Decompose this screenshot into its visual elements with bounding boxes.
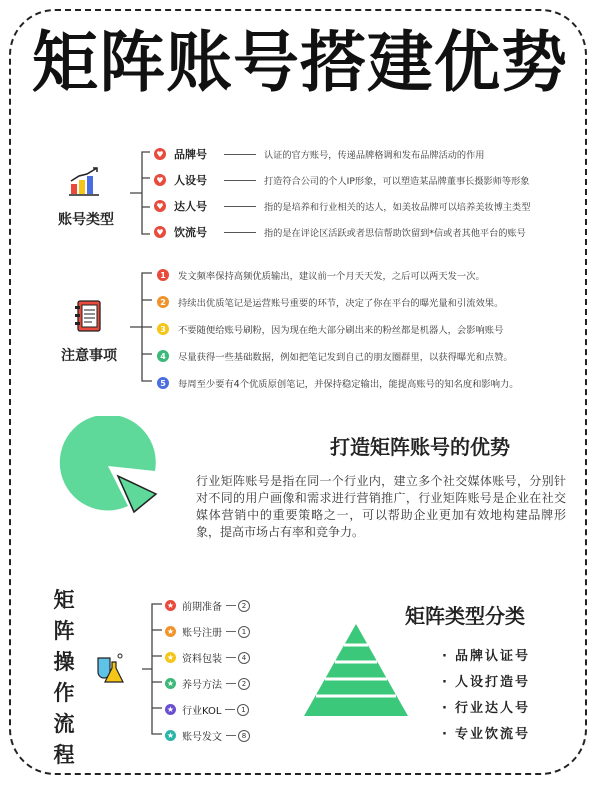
flow-step	[165, 728, 250, 743]
flow-step-label: 行业KOL	[182, 706, 222, 717]
note-row	[157, 322, 503, 336]
flow-title-char: 矩	[53, 588, 75, 612]
step-number-badge: 4	[238, 652, 250, 664]
star-icon: ★	[166, 679, 175, 688]
star-icon: ★	[166, 627, 175, 636]
number-badge: 4	[157, 350, 169, 362]
account-types-label: 账号类型	[58, 212, 114, 228]
notebook-icon	[74, 300, 102, 332]
connector-line	[226, 735, 236, 736]
heart-icon: ♥	[154, 148, 166, 160]
connector-line	[226, 683, 236, 684]
flow-title-char: 作	[53, 681, 75, 705]
connector-line	[226, 631, 236, 632]
note-text: 尽量获得一些基础数据，例如把笔记发到自己的朋友圈群里，以获得曝光和点赞。	[178, 352, 513, 363]
flow-step	[165, 624, 250, 639]
flow-step-label: 账号发文	[182, 732, 222, 743]
account-types-bracket	[128, 150, 152, 236]
note-row	[157, 376, 519, 390]
flow-step	[165, 650, 250, 665]
star-icon: ★	[166, 731, 175, 740]
connector-line	[224, 180, 256, 181]
heart-icon: ♥	[154, 226, 166, 238]
note-text: 每周至少要有4个优质原创笔记，并保持稳定输出，能提高账号的知名度和影响力。	[178, 379, 519, 390]
step-number-badge: 2	[238, 678, 250, 690]
note-text: 发文频率保持高频优质输出，建议前一个月天天发，之后可以两天发一次。	[178, 271, 485, 282]
star-icon: ★	[166, 601, 175, 610]
number-badge: 3	[157, 323, 169, 335]
connector-line	[226, 605, 236, 606]
flow-title	[52, 585, 76, 771]
advantage-paragraph: 行业矩阵账号是指在同一个行业内，建立多个社交媒体账号，分别针对不同的用户画像和需求进行营销推广，行业矩阵账号是企业在社交媒体营销中的重要策略之一，可以帮助企业更加有效地构建品牌形象，提高市场占有率和竞争力。	[196, 474, 566, 539]
matrix-types-title: 矩阵类型分类	[405, 604, 525, 628]
flow-step	[165, 702, 249, 717]
account-type-row	[154, 198, 530, 214]
matrix-type-label: 品牌认证号	[454, 649, 530, 664]
flask-icon	[92, 652, 126, 688]
step-number-badge: 1	[237, 704, 249, 716]
number-badge: 2	[157, 296, 169, 308]
account-type-name: 品牌号	[174, 148, 207, 161]
account-type-row	[154, 146, 485, 162]
account-type-name: 达人号	[174, 200, 207, 213]
note-row	[157, 295, 503, 309]
step-number-badge: 8	[238, 730, 250, 742]
flow-title-char: 操	[53, 650, 75, 674]
heart-icon: ♥	[154, 174, 166, 186]
page-title: 矩阵账号搭建优势	[32, 24, 568, 101]
connector-line	[226, 657, 236, 658]
bar-chart-icon	[69, 166, 103, 196]
account-type-desc: 认证的官方账号，传递品牌格调和发布品牌活动的作用	[264, 150, 485, 161]
account-type-desc: 指的是在评论区活跃或者思信帮助饮留到*信或者其他平台的账号	[264, 228, 526, 239]
note-row	[157, 349, 513, 363]
flow-step-label: 养号方法	[182, 680, 222, 691]
step-number-badge: 2	[238, 600, 250, 612]
account-type-row	[154, 224, 526, 240]
connector-line	[224, 206, 256, 207]
flow-step	[165, 676, 250, 691]
advantage-title: 打造矩阵账号的优势	[330, 435, 510, 459]
star-icon: ★	[166, 705, 175, 714]
flow-title-char: 阵	[53, 619, 75, 643]
account-type-desc: 指的是培养和行业相关的达人，如美妆品牌可以培养美妆博主类型	[264, 202, 531, 213]
flow-step-label: 资料包装	[182, 654, 222, 665]
account-type-row	[154, 172, 530, 188]
pyramid-graphic	[300, 620, 412, 720]
connector-line	[224, 232, 256, 233]
star-icon: ★	[166, 653, 175, 662]
flow-step	[165, 598, 250, 613]
number-badge: 5	[157, 377, 169, 389]
account-type-name: 饮流号	[174, 226, 207, 239]
matrix-type-label: 专业饮流号	[454, 727, 530, 742]
step-number-badge: 1	[238, 626, 250, 638]
number-badge: 1	[157, 269, 169, 281]
account-type-name: 人设号	[174, 174, 207, 187]
note-text: 持续出优质笔记是运营账号重要的环节，决定了你在平台的曝光量和引流效果。	[178, 298, 504, 309]
note-row	[157, 268, 485, 282]
flow-step-label: 账号注册	[182, 628, 222, 639]
heart-icon: ♥	[154, 200, 166, 212]
connector-line	[225, 709, 235, 710]
note-text: 不要随便给账号刷粉，因为现在绝大部分刷出来的粉丝都是机器人，会影响账号	[178, 325, 504, 336]
flow-bracket	[140, 600, 164, 738]
matrix-type-item: · 人设打造号	[442, 675, 530, 690]
matrix-type-item: · 品牌认证号	[442, 649, 530, 664]
notes-bracket	[128, 270, 154, 384]
flow-step-label: 前期准备	[182, 602, 222, 613]
notes-label: 注意事项	[61, 348, 117, 364]
matrix-type-label: 行业达人号	[454, 701, 530, 716]
matrix-type-item: · 行业达人号	[442, 701, 530, 716]
account-type-desc: 打造符合公司的个人IP形象，可以塑造某品牌董事长摄影师等形象	[264, 176, 530, 187]
connector-line	[224, 154, 256, 155]
flow-title-char: 程	[53, 743, 75, 767]
pie-decoration-icon	[58, 416, 168, 522]
flow-title-char: 流	[53, 712, 75, 736]
matrix-type-label: 人设打造号	[454, 675, 530, 690]
matrix-type-item: · 专业饮流号	[442, 727, 530, 742]
